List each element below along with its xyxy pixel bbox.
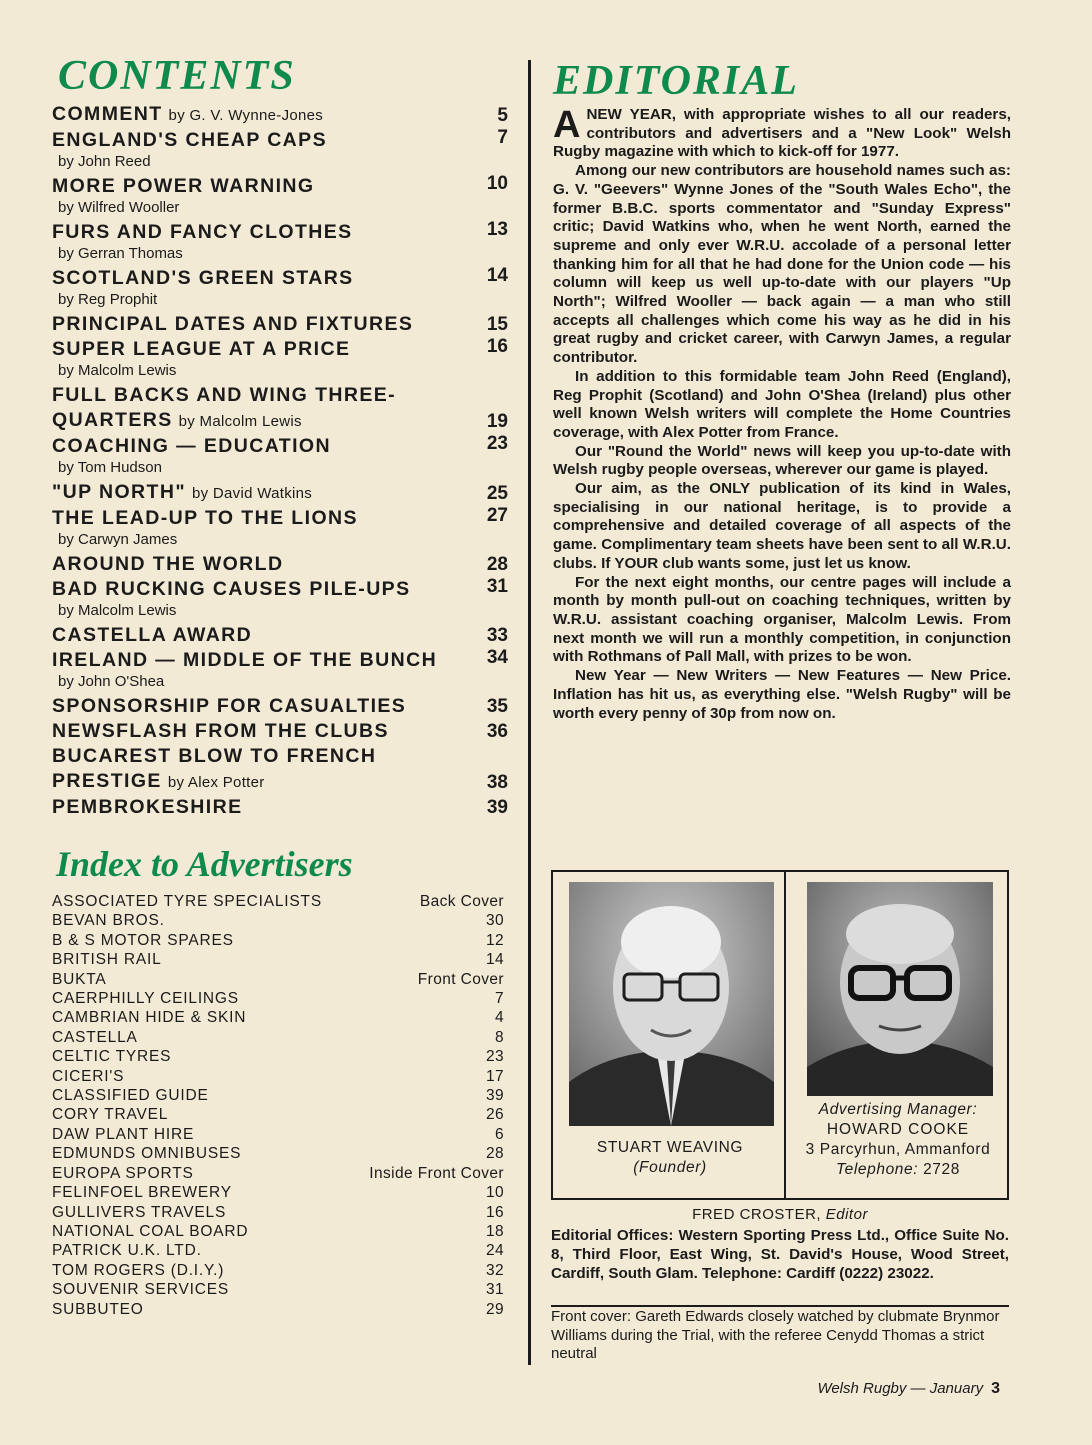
advertiser-item: [52, 1144, 504, 1163]
advertiser-page: 8: [494, 1028, 504, 1046]
advertiser-item: [52, 931, 504, 950]
ad-manager-caption: [787, 1100, 1009, 1180]
footer-publication: Welsh Rugby — January: [817, 1380, 984, 1397]
contents-item-title: AROUND THE WORLD: [52, 553, 284, 575]
contents-item-title: "UP NORTH" by David Watkins: [52, 481, 313, 503]
advertiser-page: 14: [485, 951, 504, 969]
advertiser-name: EUROPA SPORTS: [52, 1164, 194, 1182]
contents-item-page: 5: [497, 105, 508, 126]
contents-item-page: 14: [486, 265, 508, 286]
editorial-paragraph-text: NEW YEAR, with appropriate wishes to all our readers, contributors and advertisers and a "New Look" Welsh Rugby magazine with which to kick-off for 1977.: [553, 106, 1011, 161]
editorial-body: [553, 106, 1011, 723]
contents-item-page: 35: [486, 696, 508, 717]
founder-name: STUART WEAVING: [596, 1139, 744, 1156]
contents-item-page: 39: [486, 797, 508, 818]
contents-item-page: 28: [486, 554, 508, 575]
editorial-title: EDITORIAL: [553, 58, 799, 104]
advertiser-name: CAMBRIAN HIDE & SKIN: [52, 1009, 247, 1027]
editorial-paragraph: Our aim, as the ONLY publication of its kind in Wales, specialising in our national heritage, is to provide a comprehensive and detailed coverage of all aspects of the game. Complimentary team sheets have been sent to all W.R.U. clubs. If YOUR club wants some, just let us know.: [553, 480, 1011, 572]
advertiser-page: Inside Front Cover: [369, 1164, 504, 1182]
advertiser-name: ASSOCIATED TYRE SPECIALISTS: [52, 893, 322, 910]
advertiser-name: BUKTA: [52, 970, 107, 988]
advertiser-item: [52, 911, 504, 930]
contents-item: [52, 577, 512, 620]
contents-item-author: by Malcolm Lewis: [58, 602, 177, 619]
contents-item-title: MORE POWER WARNING: [52, 175, 315, 197]
advertiser-page: 6: [494, 1125, 504, 1143]
contents-item: [52, 623, 512, 648]
contents-item-page: 23: [486, 433, 508, 454]
contents-item-author: by Alex Potter: [167, 774, 265, 791]
contents-item: [52, 383, 512, 434]
advertiser-item: [52, 989, 504, 1008]
advertiser-page: 26: [485, 1106, 504, 1124]
editorial-paragraph: Among our new contributors are household names such as: G. V. "Geevers" Wynne Jones of the "South Wales Echo", the former B.B.C. sports commentator and "Sunday Express" critic; David Watkins who, when he went North, earned the supreme and only ever W.R.U. accolade of a personal letter thanking him for all that he had done for the Union code — his column will keep us well up-to-date with our players "Up North"; Wilfred Wooller — back again — a man who still accepts all challenges which come his way as he did in his great rugby and cricket career, with Carwyn James, a regular contributor.: [553, 162, 1011, 367]
advertiser-page: 23: [485, 1048, 504, 1066]
editorial-paragraph: New Year — New Writers — New Features — New Price. Inflation has hit us, as everything else. "Welsh Rugby" will be worth every penny of 30p from now on.: [553, 667, 1011, 722]
contents-item: [52, 795, 512, 820]
advertiser-page: 30: [485, 912, 504, 930]
advertiser-name: CASTELLA: [52, 1028, 138, 1046]
contents-item-title: ENGLAND'S CHEAP CAPS: [52, 129, 327, 151]
contents-item-author: by John O'Shea: [58, 673, 165, 690]
advertiser-page: 16: [485, 1203, 504, 1221]
advertiser-name: BEVAN BROS.: [52, 912, 165, 930]
contents-item: [52, 744, 512, 795]
contents-item-page: 10: [486, 173, 508, 194]
contents-item-author: by Gerran Thomas: [58, 245, 183, 262]
caption-rule: [551, 1305, 1009, 1307]
editorial-paragraph: Our "Round the World" news will keep you up-to-date with Welsh rugby people overseas, wherever our game is played.: [553, 442, 1011, 479]
editorial-dropcap: A: [553, 104, 581, 146]
advertiser-page: 39: [485, 1087, 504, 1105]
contents-item-title: THE LEAD-UP TO THE LIONS: [52, 507, 358, 529]
advertiser-name: B & S MOTOR SPARES: [52, 931, 234, 949]
editorial-paragraph: [553, 106, 1011, 162]
ad-manager-phone-label: Telephone:: [836, 1161, 919, 1178]
contents-item-title: SPONSORSHIP FOR CASUALTIES: [52, 695, 407, 717]
contents-item-author: by Wilfred Wooller: [58, 199, 180, 216]
contents-item: [52, 719, 512, 744]
page-footer: [817, 1380, 1000, 1398]
advertiser-name: GULLIVERS TRAVELS: [52, 1203, 227, 1221]
contents-item-title: PRINCIPAL DATES AND FIXTURES: [52, 313, 414, 335]
advertiser-page: 29: [485, 1300, 504, 1318]
contents-item-page: 19: [486, 411, 508, 432]
contents-item-page: 27: [486, 505, 508, 526]
contents-item: [52, 128, 512, 171]
advertiser-name: CAERPHILLY CEILINGS: [52, 990, 239, 1008]
contents-item-page: 25: [486, 483, 508, 504]
advertiser-name: CICERI'S: [52, 1067, 125, 1085]
editorial-paragraph: In addition to this formidable team John Reed (England), Reg Prophit (Scotland) and John O'Shea (Ireland) plus other well known Welsh writers will complete the Home Countries coverage, with Alex Potter from France.: [553, 367, 1011, 441]
advertiser-page: 31: [485, 1281, 504, 1299]
contents-item-author: by Tom Hudson: [58, 459, 162, 476]
contents-item-title: COMMENT by G. V. Wynne-Jones: [52, 103, 324, 125]
contents-item-author: by G. V. Wynne-Jones: [168, 107, 324, 124]
contents-item-author: by Malcolm Lewis: [58, 362, 177, 379]
advertiser-page: 12: [485, 931, 504, 949]
photo-box: [551, 870, 1009, 1200]
advertiser-name: FELINFOEL BREWERY: [52, 1184, 232, 1202]
founder-portrait: [569, 882, 774, 1126]
contents-item-page: 38: [486, 772, 508, 793]
contents-item: [52, 648, 512, 691]
contents-item: [52, 694, 512, 719]
advertiser-page: 7: [494, 990, 504, 1008]
contents-item: [52, 480, 512, 506]
cover-caption: Front cover: Gareth Edwards closely watched by clubmate Brynmor Williams during the Trial, with the referee Cenydd Thomas a strict neutral: [551, 1308, 1000, 1363]
contents-item: [52, 434, 512, 477]
editorial-offices: Editorial Offices: Western Sporting Press Ltd., Office Suite No. 8, Third Floor, East Wing, St. David's House, Wood Street, Cardiff, South Glam. Telephone: Cardiff (0222) 23022.: [551, 1227, 1009, 1282]
advertiser-page: 32: [485, 1261, 504, 1279]
contents-title: CONTENTS: [58, 53, 296, 99]
contents-item-title: FURS AND FANCY CLOTHES: [52, 221, 353, 243]
contents-item-author: by Carwyn James: [58, 531, 178, 548]
contents-item-page: 36: [486, 721, 508, 742]
contents-item: [52, 552, 512, 577]
contents-item: [52, 102, 512, 128]
advertiser-item: [52, 1183, 504, 1202]
contents-item-title: CASTELLA AWARD: [52, 624, 253, 646]
contents-item: [52, 220, 512, 263]
contents-item-page: 15: [486, 314, 508, 335]
contents-item: [52, 174, 512, 217]
advertiser-item: [52, 1300, 504, 1319]
advertiser-item: [52, 1261, 504, 1280]
founder-caption: [559, 1138, 781, 1178]
ad-manager-role: Advertising Manager:: [818, 1101, 978, 1118]
advertiser-item: [52, 1125, 504, 1144]
contents-item-page: 33: [486, 625, 508, 646]
contents-item-title: SCOTLAND'S GREEN STARS: [52, 267, 354, 289]
contents-item-page: 16: [486, 336, 508, 357]
ad-manager-phone: 2728: [923, 1161, 960, 1178]
page-number: 3: [991, 1380, 1000, 1397]
contents-item-title: BAD RUCKING CAUSES PILE-UPS: [52, 578, 411, 600]
advertiser-item: [52, 1028, 504, 1047]
advertiser-item: [52, 1047, 504, 1066]
advertiser-item: [52, 1241, 504, 1260]
advertiser-name: TOM ROGERS (D.I.Y.): [52, 1261, 225, 1279]
advertiser-item: [52, 950, 504, 969]
advertiser-item: [52, 1222, 504, 1241]
advertiser-name: PATRICK U.K. LTD.: [52, 1242, 202, 1260]
advertiser-item: [52, 1164, 504, 1183]
contents-item-title: NEWSFLASH FROM THE CLUBS: [52, 720, 389, 742]
right-column: [553, 58, 1011, 723]
advertiser-name: CELTIC TYRES: [52, 1048, 172, 1066]
advertiser-name: SOUVENIR SERVICES: [52, 1281, 229, 1299]
contents-item: [52, 312, 512, 337]
advertiser-page: 18: [485, 1222, 504, 1240]
advertisers-title: Index to Advertisers: [56, 844, 353, 884]
contents-item: [52, 266, 512, 309]
advertiser-name: EDMUNDS OMNIBUSES: [52, 1145, 242, 1163]
contents-item-title-cont: QUARTERS by Malcolm Lewis: [52, 409, 302, 431]
advertiser-page: Back Cover: [419, 893, 504, 910]
contents-item-title: BUCAREST BLOW TO FRENCH: [52, 745, 377, 767]
advertiser-item: [52, 1105, 504, 1124]
contents-item-title: PEMBROKESHIRE: [52, 796, 243, 818]
ad-manager-portrait: [807, 882, 993, 1096]
advertiser-item: [52, 892, 504, 911]
editor-role: Editor: [825, 1206, 868, 1223]
advertiser-name: CORY TRAVEL: [52, 1106, 169, 1124]
ad-manager-address: 3 Parcyrhun, Ammanford: [805, 1141, 991, 1158]
contents-item-author: by Malcolm Lewis: [178, 413, 302, 430]
contents-item: [52, 506, 512, 549]
contents-item-title: SUPER LEAGUE AT A PRICE: [52, 338, 351, 360]
advertiser-page: 10: [485, 1184, 504, 1202]
advertiser-page: Front Cover: [417, 970, 504, 988]
advertiser-item: [52, 1008, 504, 1027]
photo-box-divider: [784, 872, 786, 1198]
advertiser-name: NATIONAL COAL BOARD: [52, 1222, 249, 1240]
advertiser-page: 24: [485, 1242, 504, 1260]
advertiser-name: SUBBUTEO: [52, 1300, 144, 1318]
advertiser-name: CLASSIFIED GUIDE: [52, 1087, 209, 1105]
editor-credit: [551, 1206, 1009, 1223]
ad-manager-name: HOWARD COOKE: [826, 1121, 970, 1138]
advertiser-page: 17: [485, 1067, 504, 1085]
contents-item-page: 31: [486, 576, 508, 597]
editorial-paragraph: For the next eight months, our centre pages will include a month by month pull-out on coaching techniques, written by W.R.U. assistant coaching organiser, Malcolm Lewis. From next month we will run a monthly competition, in conjunction with Rothmans of Pall Mall, with prizes to be won.: [553, 573, 1011, 666]
advertiser-name: DAW PLANT HIRE: [52, 1125, 195, 1143]
contents-item-author: by John Reed: [58, 153, 151, 170]
advertiser-item: [52, 1086, 504, 1105]
advertiser-page: 4: [494, 1009, 504, 1027]
contents-item-title: FULL BACKS AND WING THREE-: [52, 384, 397, 406]
contents-item-title-cont: PRESTIGE by Alex Potter: [52, 770, 265, 792]
contents-item-title: IRELAND — MIDDLE OF THE BUNCH: [52, 649, 438, 671]
advertiser-item: [52, 1203, 504, 1222]
founder-role: (Founder): [633, 1159, 707, 1176]
advertiser-page: 28: [485, 1145, 504, 1163]
contents-item-author: by Reg Prophit: [58, 291, 158, 308]
advertisers-list: [52, 892, 504, 1319]
contents-item-page: 13: [486, 219, 508, 240]
advertiser-item: [52, 1280, 504, 1299]
contents-item-title: COACHING — EDUCATION: [52, 435, 331, 457]
column-divider: [528, 60, 531, 1365]
contents-item-page: 7: [497, 127, 508, 148]
advertiser-item: [52, 1067, 504, 1086]
contents-list: [52, 102, 512, 820]
contents-item-author: by David Watkins: [191, 485, 313, 502]
contents-item: [52, 337, 512, 380]
contents-item-page: 34: [486, 647, 508, 668]
advertiser-name: BRITISH RAIL: [52, 951, 162, 969]
editor-name: FRED CROSTER,: [692, 1206, 822, 1223]
advertiser-item: [52, 970, 504, 989]
left-column: [52, 52, 512, 1319]
